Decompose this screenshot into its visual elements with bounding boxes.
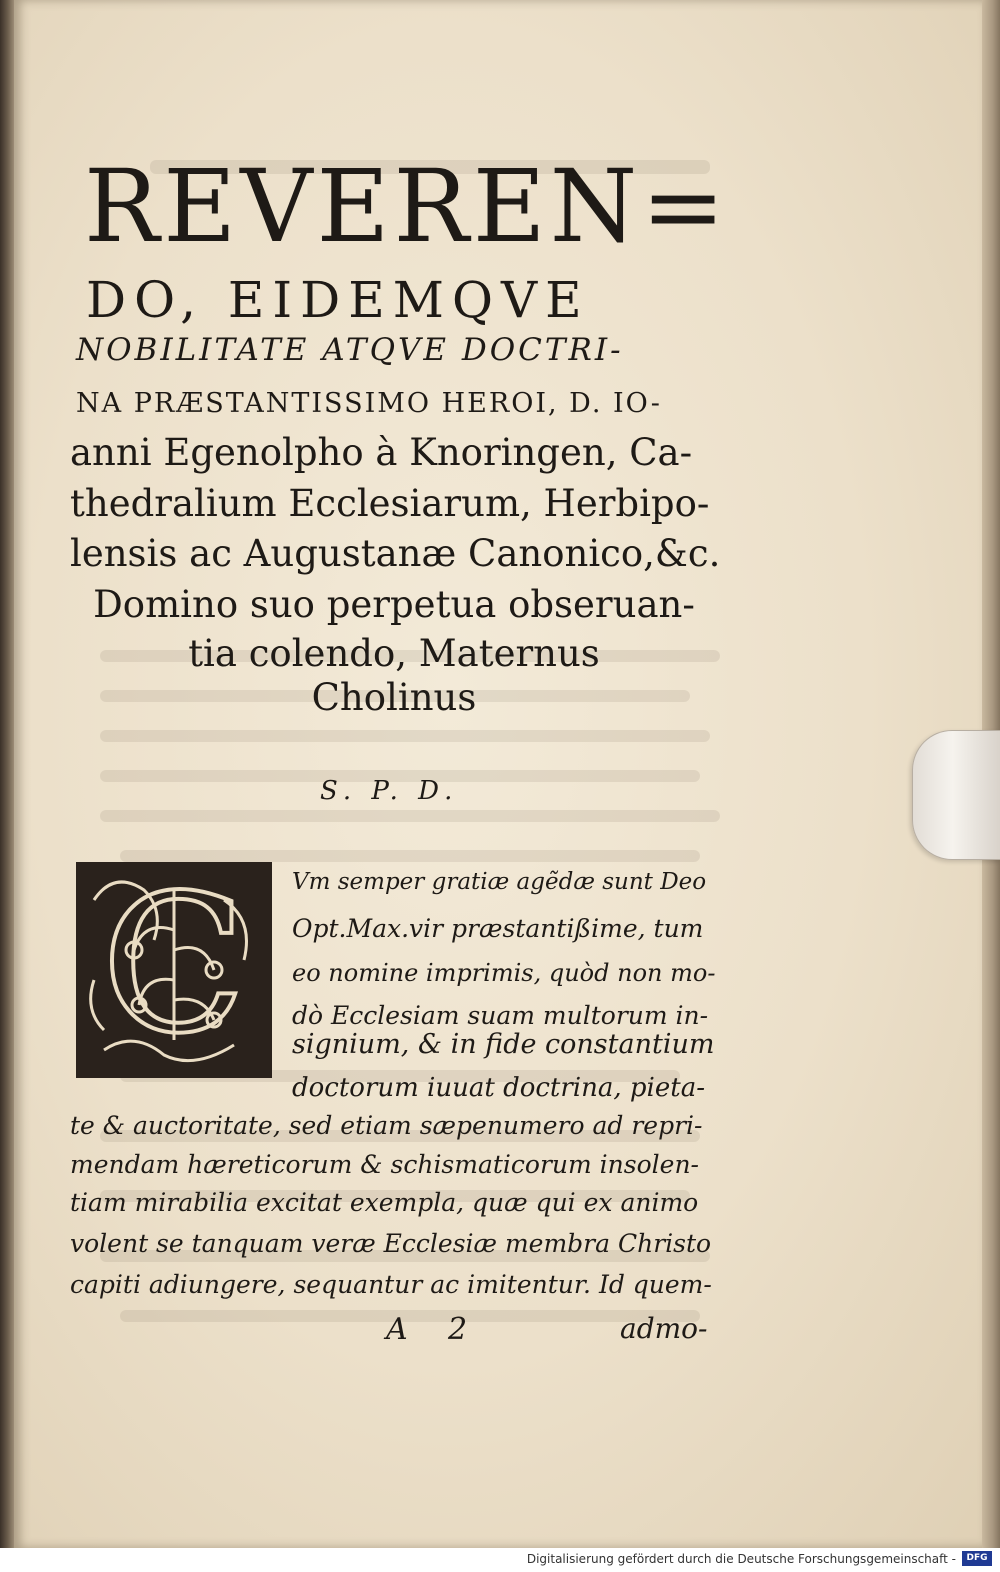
ornamental-initial-icon bbox=[74, 860, 274, 1080]
body-line-10: volent se tanquam veræ Ecclesiæ membra Christo bbox=[70, 1229, 712, 1258]
footer-credit: Digitalisierung gefördert durch die Deutsche Forschungsgemeinschaft - bbox=[526, 1552, 956, 1566]
initial-letter: C bbox=[101, 860, 247, 1075]
body-line-8: mendam hæreticorum & schismaticorum insolen- bbox=[70, 1150, 699, 1179]
title-line-10: Cholinus bbox=[311, 676, 477, 719]
body-line-1: Vm semper gratiæ agẽdæ sunt Deo bbox=[292, 869, 707, 895]
title-line-7: lensis ac Augustanæ Canonico,&c. bbox=[70, 532, 721, 575]
body-line-6: doctorum iuuat doctrina, pieta- bbox=[292, 1073, 705, 1103]
title-line-4: NA PRÆSTANTISSIMO HEROI, D. IO- bbox=[76, 388, 662, 419]
page-clip bbox=[912, 730, 1000, 860]
title-line-3: NOBILITATE ATQVE DOCTRI- bbox=[76, 332, 624, 368]
body-line-5: signium, & in fide constantium bbox=[292, 1029, 715, 1060]
salutation: S. P. D. bbox=[320, 776, 459, 806]
title-line-5: anni Egenolpho à Knoringen, Ca- bbox=[70, 431, 693, 474]
title-line-6: thedralium Ecclesiarum, Herbipo- bbox=[70, 482, 710, 525]
body-line-9: tiam mirabilia excitat exempla, quæ qui ex animo bbox=[70, 1188, 699, 1217]
decorated-initial bbox=[74, 860, 274, 1080]
dfg-logo-icon: DFG bbox=[962, 1551, 992, 1566]
book-binding-gutter bbox=[0, 0, 14, 1572]
title-line-1: REVEREN= bbox=[84, 148, 730, 265]
body-line-2: Opt.Max.vir præstantißime, tum bbox=[292, 914, 704, 943]
title-line-2: DO, EIDEMQVE bbox=[86, 271, 590, 329]
catchword: admo- bbox=[620, 1312, 708, 1345]
body-line-3: eo nomine imprimis, quòd non mo- bbox=[292, 959, 716, 987]
body-line-7: te & auctoritate, sed etiam sæpenumero ad repri- bbox=[70, 1111, 703, 1140]
body-line-11: capiti adiungere, sequantur ac imitentur. Id quem- bbox=[70, 1270, 712, 1299]
title-line-8: Domino suo perpetua obseruan- bbox=[93, 583, 695, 626]
signature-number: 2 bbox=[448, 1312, 468, 1347]
title-line-9: tia colendo, Maternus bbox=[188, 632, 600, 675]
body-line-4: dò Ecclesiam suam multorum in- bbox=[292, 1001, 709, 1030]
signature-mark: A bbox=[386, 1312, 408, 1347]
